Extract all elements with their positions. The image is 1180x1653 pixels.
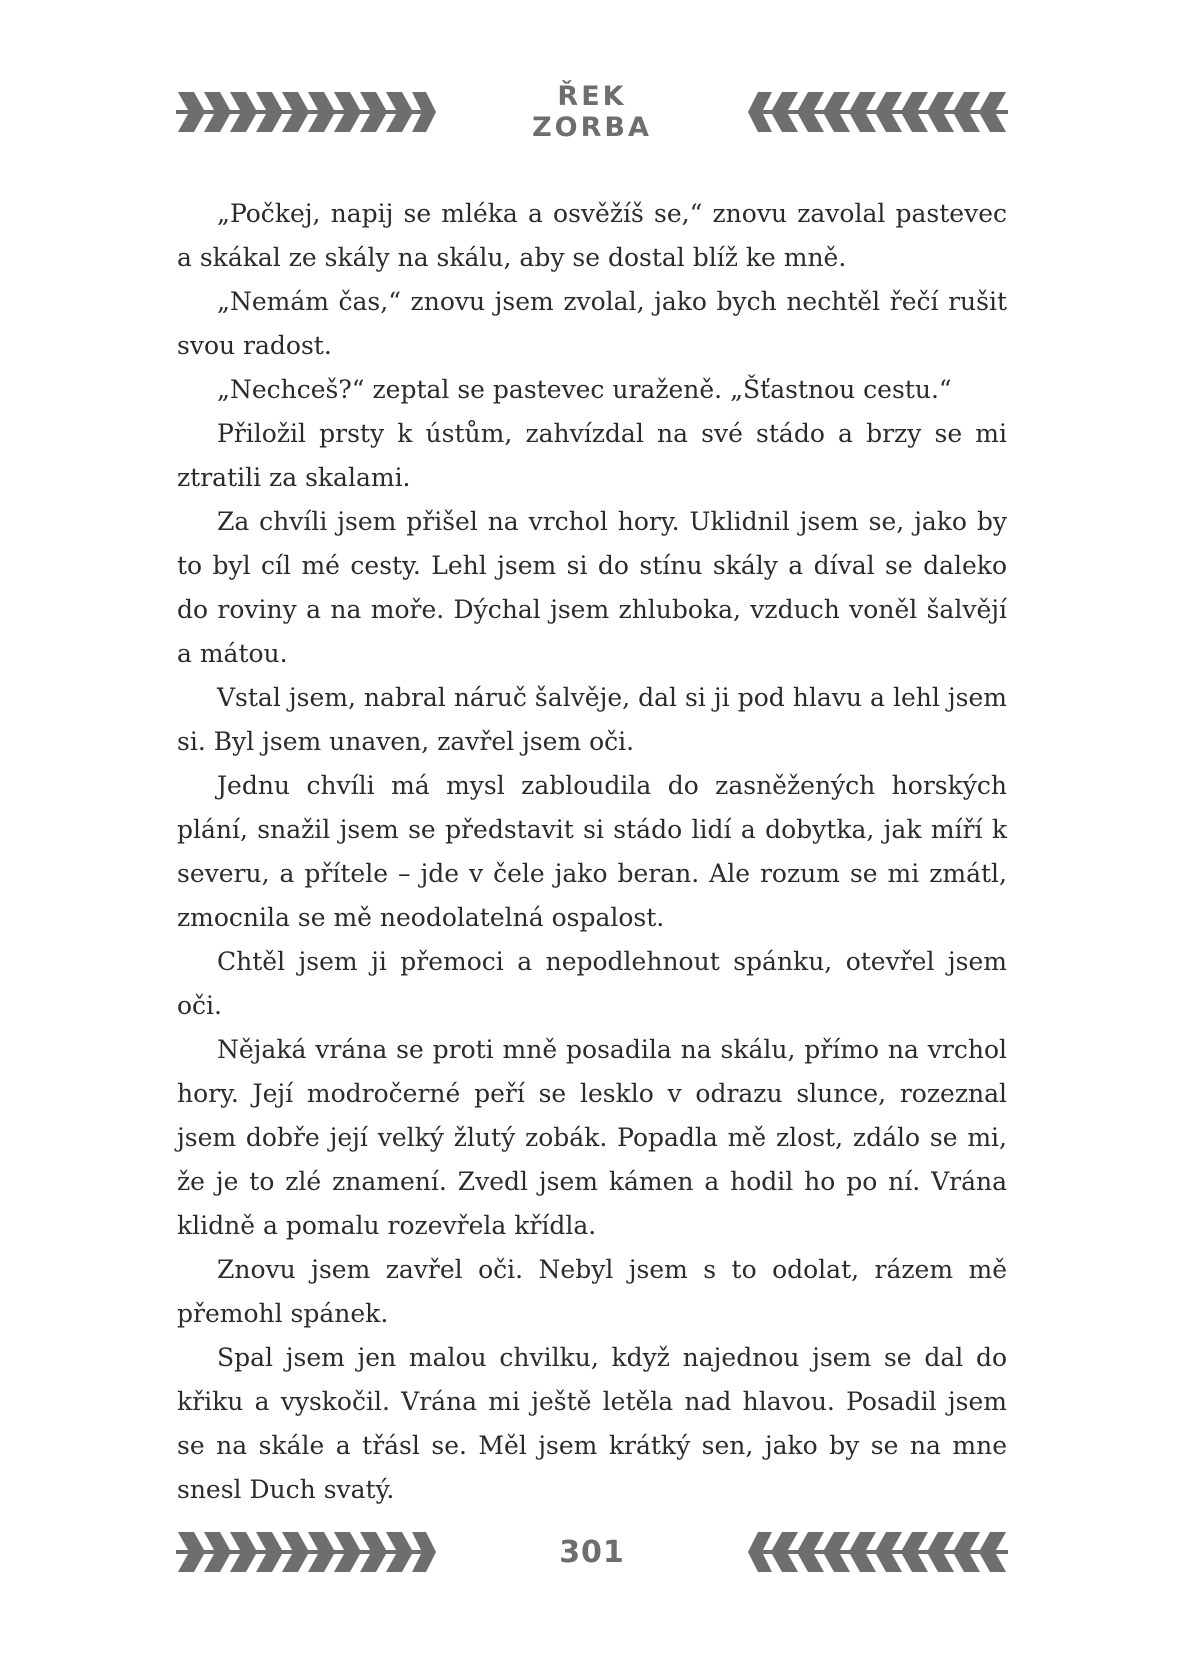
paragraph: „Nemám čas,“ znovu jsem zvolal, jako bych nechtěl řečí rušit svou radost. xyxy=(177,287,1007,360)
laurel-chevrons-right-icon xyxy=(176,1528,438,1576)
running-title: ŘEK ZORBA xyxy=(532,81,652,143)
paragraph: Vstal jsem, nabral náruč šalvěje, dal si ji pod hlavu a lehl jsem si. Byl jsem unaven, zavřel jsem oči. xyxy=(177,683,1007,756)
paragraph: „Nechceš?“ zeptal se pastevec uraženě. „Šťastnou cestu.“ xyxy=(217,375,952,404)
paragraph: Chtěl jsem ji přemoci a nepodlehnout spánku, otevřel jsem oči. xyxy=(177,947,1007,1020)
paragraph: Spal jsem jen malou chvilku, když najednou jsem se dal do křiku a vyskočil. Vrána mi ještě letěla nad hlavou. Posadil jsem se na skále a třásl se. Měl jsem krátký sen, jako by se na mne snesl Duch svatý. xyxy=(177,1343,1007,1504)
paragraph: Za chvíli jsem přišel na vrchol hory. Uklidnil jsem se, jako by to byl cíl mé cesty. Lehl jsem si do stínu skály a díval se daleko do roviny a na moře. Dýchal jsem zhluboka, vzduch voněl šalvějí a mátou. xyxy=(177,507,1007,668)
page-number: 301 xyxy=(559,1534,625,1570)
footer xyxy=(176,1522,1008,1582)
paragraph: Nějaká vrána se proti mně posadila na skálu, přímo na vrchol hory. Její modročerné peří se lesklo v odrazu slunce, rozeznal jsem dobře její velký žlutý zobák. Popadla mě zlost, zdálo se mi, že je to zlé znamení. Zvedl jsem kámen a hodil ho po ní. Vrána klidně a pomalu rozevřela křídla. xyxy=(177,1035,1007,1240)
paragraph: Znovu jsem zavřel oči. Nebyl jsem s to odolat, rázem mě přemohl spánek. xyxy=(177,1255,1007,1328)
laurel-chevrons-right-icon xyxy=(176,88,438,136)
laurel-chevrons-left-icon xyxy=(746,1528,1008,1576)
body-text xyxy=(177,192,1007,1512)
laurel-chevrons-left-icon xyxy=(746,88,1008,136)
paragraph: „Počkej, napij se mléka a osvěžíš se,“ znovu zavolal pastevec a skákal ze skály na skálu, aby se dostal blíž ke mně. xyxy=(177,199,1007,272)
paragraph: Jednu chvíli má mysl zabloudila do zasněžených horských plání, snažil jsem se představit si stádo lidí a dobytka, jak míří k severu, a přítele – jde v čele jako beran. Ale rozum se mi zmátl, zmocnila se mě neodolatelná ospalost. xyxy=(177,771,1007,932)
header xyxy=(176,82,1008,142)
paragraph: Přiložil prsty k ústům, zahvízdal na své stádo a brzy se mi ztratili za skalami. xyxy=(177,419,1007,492)
